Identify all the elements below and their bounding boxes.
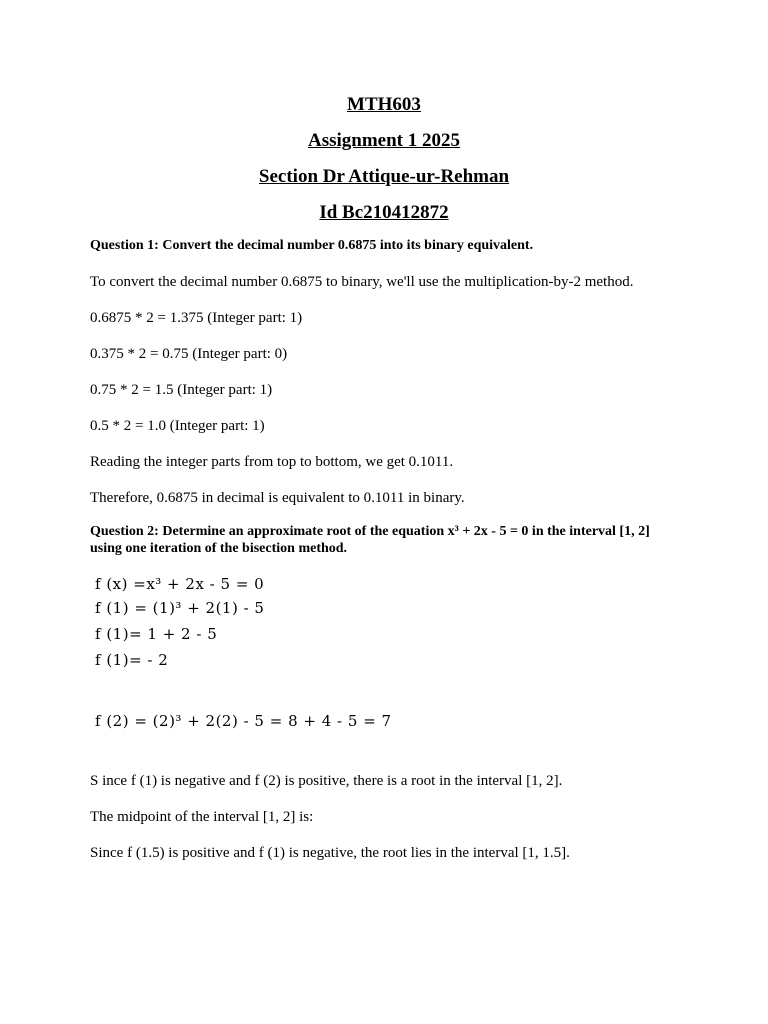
question-1-title: Question 1: Convert the decimal number 0.6875 into its binary equivalent.	[90, 238, 534, 253]
q1-conclusion: Therefore, 0.6875 in decimal is equivalent to 0.1011 in binary.	[90, 490, 465, 506]
q2-since-statement: S ince f (1) is negative and f (2) is positive, there is a root in the interval [1, 2].	[90, 773, 563, 789]
course-code-heading: MTH603	[347, 94, 421, 115]
assignment-heading: Assignment 1 2025	[307, 130, 460, 151]
equation-f-1-substitution: f (1) = (1)³ + 2(1) - 5	[95, 599, 265, 617]
q2-final-statement: Since f (1.5) is positive and f (1) is negative, the root lies in the interval [1, 1.5].	[90, 845, 570, 861]
q1-intro: To convert the decimal number 0.6875 to binary, we'll use the multiplication-by-2 method.	[90, 274, 634, 290]
equation-f-1-result: f (1)= - 2	[95, 651, 169, 669]
q2-midpoint-statement: The midpoint of the interval [1, 2] is:	[90, 809, 314, 825]
q1-reading: Reading the integer parts from top to bottom, we get 0.1011.	[90, 454, 454, 470]
student-id-heading: Id Bc210412872	[319, 202, 449, 223]
equation-f-1-sum: f (1)= 1 + 2 - 5	[95, 625, 218, 643]
q1-step-4: 0.5 * 2 = 1.0 (Integer part: 1)	[90, 418, 265, 434]
q1-step-1: 0.6875 * 2 = 1.375 (Integer part: 1)	[90, 310, 303, 326]
q1-step-2: 0.375 * 2 = 0.75 (Integer part: 0)	[90, 346, 288, 362]
equation-f-x: f (x) =x³ + 2x - 5 = 0	[95, 575, 265, 593]
equation-f-2: f (2) = (2)³ + 2(2) - 5 = 8 + 4 - 5 = 7	[95, 712, 392, 730]
q1-step-3: 0.75 * 2 = 1.5 (Integer part: 1)	[90, 382, 273, 398]
question-2-title-line-2: using one iteration of the bisection method.	[90, 541, 348, 556]
question-2-title-line-1: Question 2: Determine an approximate root of the equation x³ + 2x - 5 = 0 in the interval [1, 2]	[90, 524, 650, 539]
section-heading: Section Dr Attique-ur-Rehman	[258, 166, 510, 187]
